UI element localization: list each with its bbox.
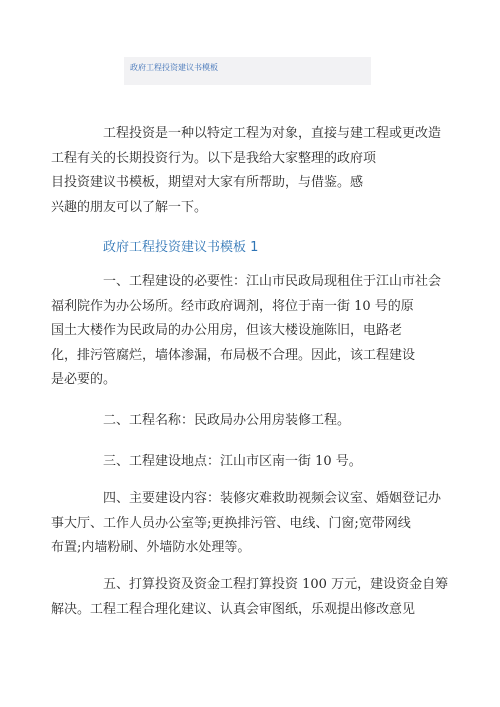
intro-paragraph xyxy=(51,122,442,220)
intro-line: 兴趣的朋友可以了解一下。 xyxy=(51,199,208,215)
section-heading: 政府工程投资建议书模板 1 xyxy=(77,240,259,255)
intro-line: 工程有关的长期投资行为。以下是我给大家整理的政府项 xyxy=(51,150,377,166)
item-5-line: 解决。工程工程合理化建议、认真会审图纸，乐观提出修改意见 xyxy=(51,601,416,617)
item-1-line: 化，排污管腐烂，墙体渗漏，布局极不合理。因此，该工程建设 xyxy=(51,347,416,363)
item-1-line: 是必要的。 xyxy=(51,372,117,387)
item-1-line: 国土大楼作为民政局的办公用房，但该大楼设施陈旧，电路老 xyxy=(51,323,403,338)
item-4-paragraph xyxy=(51,487,442,561)
item-1-line: 一、工程建设的必要性：江山市民政局现租住于江山市社会 xyxy=(77,274,442,289)
item-1-paragraph xyxy=(51,270,442,393)
document-title-bar xyxy=(124,57,371,85)
item-1-line: 福利院作为办公场所。经市政府调剂，将位于南一街 10 号的原 xyxy=(51,298,414,314)
item-5-paragraph xyxy=(51,573,449,622)
item-2-paragraph: 二、工程名称：民政局办公用房装修工程。 xyxy=(77,413,351,428)
intro-line: 目投资建议书模板，期望对大家有所帮助，与借鉴。感 xyxy=(51,175,364,190)
item-4-line: 事大厅、工作人员办公室等;更换排污管、电线、门窗;宽带网线 xyxy=(51,515,411,531)
item-4-line: 布置;内墙粉刷、外墙防水处理等。 xyxy=(51,540,251,555)
item-3-paragraph: 三、工程建设地点：江山市区南一街 10 号。 xyxy=(77,454,362,469)
document-title: 政府工程投资建议书模板 xyxy=(130,63,218,72)
item-5-line: 五、打算投资及资金工程打算投资 100 万元，建设资金自筹 xyxy=(77,577,449,592)
item-4-line: 四、主要建设内容：装修灾难救助视频会议室、婚姻登记办 xyxy=(77,491,442,506)
intro-line: 工程投资是一种以特定工程为对象，直接与建工程或更改造 xyxy=(77,126,442,141)
